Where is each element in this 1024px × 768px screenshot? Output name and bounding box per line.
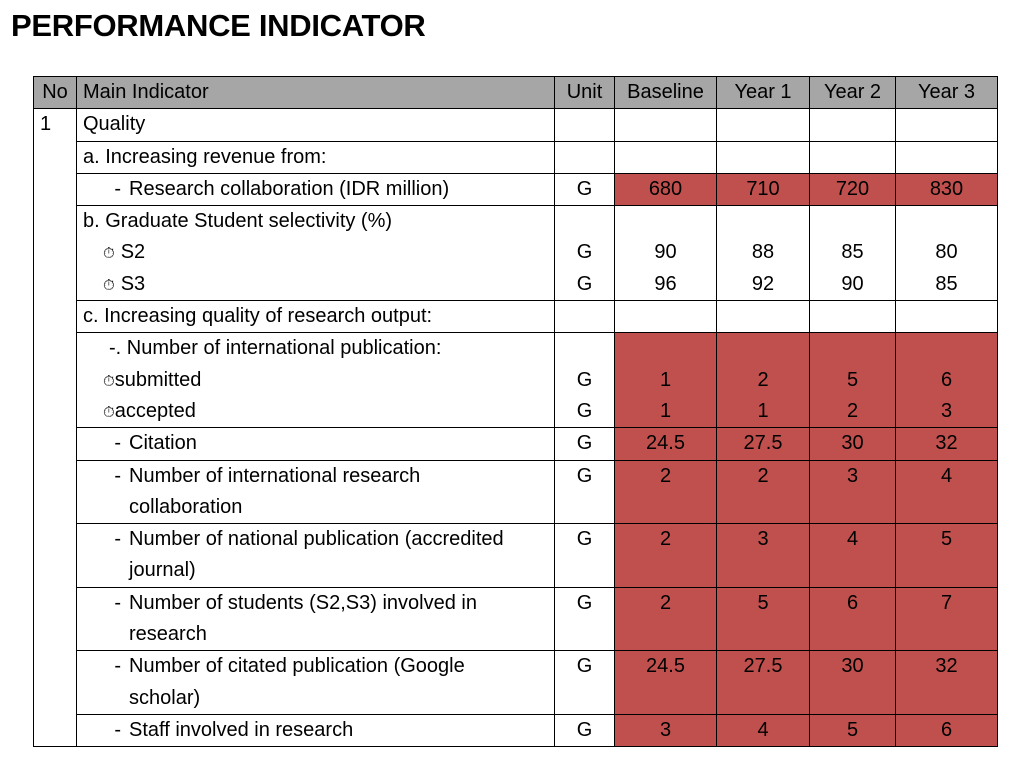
header-row	[34, 77, 998, 109]
value-year-1: 4	[717, 714, 810, 746]
value-baseline: 2	[615, 460, 717, 524]
section-label-quality: Quality	[77, 109, 555, 141]
indicator-staff-involved: - Staff involved in research	[77, 714, 555, 746]
value-baseline: 24.5	[615, 428, 717, 460]
stopwatch-icon: ⏱	[103, 275, 115, 294]
header-no: No	[34, 77, 77, 109]
indicator-national-publication: - Number of national publication (accredited journal)	[77, 524, 555, 588]
value-year-2: 5 2	[810, 333, 896, 428]
table-row	[34, 173, 998, 205]
indicator-international-research-collaboration: - Number of international research collaboration	[77, 460, 555, 524]
subsection-label-a: a. Increasing revenue from:	[77, 141, 555, 173]
table-row	[34, 301, 998, 333]
stopwatch-icon: ⏱	[103, 402, 115, 421]
value-year-1: 2 1	[717, 333, 810, 428]
value-year-1: 5	[717, 587, 810, 651]
table-row	[34, 428, 998, 460]
unit-cell: G	[555, 428, 615, 460]
value-year-3: 32	[896, 428, 998, 460]
table-row	[34, 333, 998, 428]
value-year-3: 7	[896, 587, 998, 651]
value-year-2: 6	[810, 587, 896, 651]
value-year-2: 30	[810, 651, 896, 715]
value-baseline: 90 96	[615, 206, 717, 301]
header-unit: Unit	[555, 77, 615, 109]
value-year-3: 830	[896, 173, 998, 205]
table-row	[34, 460, 998, 524]
value-year-3: 4	[896, 460, 998, 524]
value-year-2: 720	[810, 173, 896, 205]
value-year-1: 27.5	[717, 651, 810, 715]
stopwatch-icon: ⏱	[103, 371, 115, 390]
value-year-1: 3	[717, 524, 810, 588]
performance-table	[33, 76, 998, 747]
value-year-2: 30	[810, 428, 896, 460]
unit-cell: G	[555, 714, 615, 746]
unit-cell: G	[555, 173, 615, 205]
value-year-2: 5	[810, 714, 896, 746]
value-year-3: 32	[896, 651, 998, 715]
header-year-3: Year 3	[896, 77, 998, 109]
value-baseline: 2	[615, 587, 717, 651]
unit-cell: G G	[555, 333, 615, 428]
header-year-1: Year 1	[717, 77, 810, 109]
indicator-citation: - Citation	[77, 428, 555, 460]
indicator-international-publication: -. Number of international publication: ⏱submitted ⏱accepted	[77, 333, 555, 428]
value-year-1: 88 92	[717, 206, 810, 301]
value-baseline: 2	[615, 524, 717, 588]
header-year-2: Year 2	[810, 77, 896, 109]
header-main-indicator: Main Indicator	[77, 77, 555, 109]
value-year-3: 6 3	[896, 333, 998, 428]
unit-cell: G G	[555, 206, 615, 301]
value-year-1: 2	[717, 460, 810, 524]
value-year-2: 3	[810, 460, 896, 524]
table-row	[34, 714, 998, 746]
header-baseline: Baseline	[615, 77, 717, 109]
value-baseline: 3	[615, 714, 717, 746]
table-row	[34, 587, 998, 651]
indicator-graduate-selectivity: b. Graduate Student selectivity (%) ⏱ S2 ⏱ S3	[77, 206, 555, 301]
value-baseline: 1 1	[615, 333, 717, 428]
indicator-citated-publication: - Number of citated publication (Google scholar)	[77, 651, 555, 715]
row-number: 1	[34, 109, 77, 747]
value-baseline: 680	[615, 173, 717, 205]
table-row	[34, 109, 998, 141]
value-year-3: 80 85	[896, 206, 998, 301]
value-year-3: 6	[896, 714, 998, 746]
unit-cell: G	[555, 651, 615, 715]
table-row	[34, 141, 998, 173]
stopwatch-icon: ⏱	[103, 244, 115, 263]
table-row	[34, 651, 998, 715]
value-year-1: 27.5	[717, 428, 810, 460]
indicator-research-collaboration: - Research collaboration (IDR million)	[77, 173, 555, 205]
unit-cell: G	[555, 587, 615, 651]
value-year-3: 5	[896, 524, 998, 588]
value-baseline: 24.5	[615, 651, 717, 715]
unit-cell: G	[555, 524, 615, 588]
page-title: PERFORMANCE INDICATOR	[11, 8, 426, 43]
table-row	[34, 524, 998, 588]
subsection-label-c: c. Increasing quality of research output:	[77, 301, 555, 333]
value-year-2: 85 90	[810, 206, 896, 301]
indicator-students-involved: - Number of students (S2,S3) involved in research	[77, 587, 555, 651]
value-year-1: 710	[717, 173, 810, 205]
table-row	[34, 206, 998, 301]
value-year-2: 4	[810, 524, 896, 588]
unit-cell: G	[555, 460, 615, 524]
